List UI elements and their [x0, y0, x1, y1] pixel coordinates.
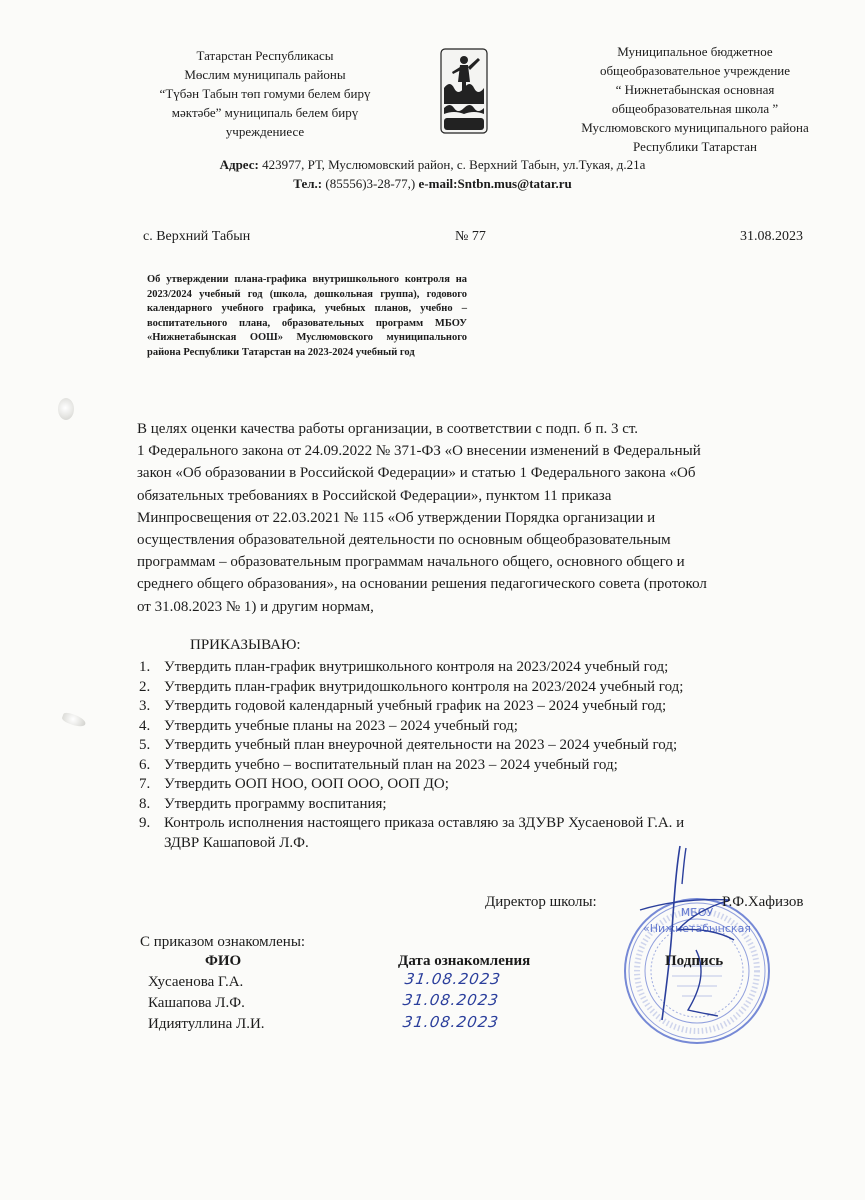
- punch-mark: [61, 711, 87, 729]
- address-value: 423977, РТ, Муслюмовский район, с. Верхний Табын, ул.Тукая, д.21а: [262, 157, 646, 172]
- order-item-text: Контроль исполнения настоящего приказа оставляю за ЗДУВР Хусаеновой Г.А. и: [164, 815, 685, 831]
- header-tatar-block: [150, 46, 380, 141]
- order-items-list: [137, 658, 817, 853]
- order-item-text: Утвердить программу воспитания;: [164, 795, 387, 812]
- order-number: № 77: [455, 229, 486, 244]
- address-label: Адрес:: [219, 157, 259, 172]
- acknowledgement-name: Хусаенова Г.А.: [148, 974, 244, 990]
- order-item-text: Утвердить ООП НОО, ООП ООО, ООП ДО;: [164, 776, 449, 792]
- coat-of-arms-emblem: [440, 48, 488, 134]
- preamble-line: обязательных требованиях в Российской Федерации», пунктом 11 приказа: [137, 487, 612, 504]
- address-line: [0, 157, 865, 173]
- contacts-line: [0, 176, 865, 192]
- preamble-line: закон «Об образовании в Российской Федерации» и статью 1 Федерального закона «Об: [137, 465, 696, 482]
- order-item: [137, 697, 817, 717]
- order-date: 31.08.2023: [740, 229, 803, 244]
- order-item-text: Утвердить учебный план внеурочной деятельности на 2023 – 2024 учебный год;: [164, 737, 678, 753]
- header-tatar-line: мәктәбе” муниципаль белем бирү: [171, 105, 359, 120]
- header-tatar-line: Мөслим муниципаль районы: [184, 67, 346, 82]
- order-item-text: Утвердить план-график внутришкольного контроля на 2023/2024 учебный год;: [164, 659, 669, 675]
- order-item-text: Утвердить учебные планы на 2023 – 2024 учебный год;: [164, 717, 518, 734]
- email-label: e-mail:: [418, 176, 458, 191]
- header-tatar-line: Татарстан Республикасы: [196, 48, 334, 63]
- phone-label: Тел.:: [293, 176, 323, 191]
- order-item: [137, 717, 817, 737]
- phone-value: (85556)3-28-77,): [325, 176, 416, 191]
- acknowledgement-date: 31.08.2023: [401, 1013, 501, 1031]
- preamble: [137, 418, 817, 618]
- order-item-text: Утвердить план-график внутридошкольного контроля на 2023/2024 учебный год;: [164, 678, 684, 695]
- order-item-number: 1.: [139, 659, 151, 675]
- order-subject: Об утверждении плана-графика внутришкольного контроля на 2023/2024 учебный год (школа, дошкольная группа), годового календарного учебного графика, учебных планов, учебно – воспитательного плана, образовательных программ МБОУ «Нижнетабынская ООШ» Муслюмовского муниципального района Республики Татарстан на 2023-2024 учебный год: [147, 274, 467, 358]
- preamble-line: от 31.08.2023 № 1) и другим нормам,: [137, 598, 374, 615]
- column-header-name: ФИО: [205, 953, 242, 969]
- preamble-line: В целях оценки качества работы организации, в соответствии с подп. б п. 3 ст.: [137, 421, 639, 437]
- header-russian-line: Республики Татарстан: [633, 139, 757, 154]
- order-item-number: 9.: [139, 815, 151, 831]
- preamble-line: среднего общего образования», на основании решения педагогического совета (протокол: [137, 576, 707, 593]
- preamble-line: Минпросвещения от 22.03.2021 № 115 «Об утверждении Порядка организации и: [137, 509, 656, 526]
- order-item-number: 6.: [139, 756, 151, 773]
- director-signature: [600, 840, 760, 1030]
- column-header-signature: Подпись: [665, 953, 724, 969]
- header-tatar-line: “Түбән Табын төп гомуми белем бирү: [159, 86, 371, 101]
- order-item-text: Утвердить учебно – воспитательный план на 2023 – 2024 учебный год;: [164, 756, 618, 773]
- preamble-line: программам – образовательным программам начального общего, основного общего и: [137, 554, 685, 571]
- stamp-middle-text: «Нижнетабынская: [643, 922, 751, 935]
- order-place: с. Верхний Табын: [143, 229, 251, 244]
- acknowledgement-date: 31.08.2023: [401, 991, 501, 1009]
- preamble-line: осуществления образовательной деятельности по основным общеобразовательным: [137, 532, 671, 549]
- order-item-number: 3.: [139, 698, 151, 714]
- order-item: [137, 795, 817, 815]
- acknowledgement-name: Кашапова Л.Ф.: [148, 995, 245, 1011]
- header-tatar-line: учреждениесе: [225, 124, 305, 139]
- order-item: [137, 736, 817, 756]
- director-name: Р.Ф.Хафизов: [722, 894, 804, 910]
- email-value: Sntbn.mus@tatar.ru: [457, 176, 572, 191]
- order-item-text: ЗДВР Кашаповой Л.Ф.: [164, 834, 309, 851]
- header-russian-line: общеобразовательная школа ”: [611, 101, 779, 116]
- stamp-top-text: МБОУ: [680, 906, 714, 919]
- order-item-number: 4.: [139, 717, 151, 734]
- director-label: Директор школы:: [485, 894, 597, 910]
- header-russian-line: Муниципальное бюджетное: [617, 44, 773, 59]
- order-item: [137, 756, 817, 776]
- order-item-number: 8.: [139, 795, 151, 812]
- order-item: [137, 775, 817, 795]
- acknowledgement-title: С приказом ознакомлены:: [140, 934, 306, 950]
- column-header-date: Дата ознакомления: [398, 953, 531, 969]
- order-item-number: 7.: [139, 776, 151, 792]
- order-directive-word: ПРИКАЗЫВАЮ:: [190, 637, 301, 653]
- header-russian-line: Муслюмовского муниципального района: [581, 120, 809, 135]
- order-item-text: Утвердить годовой календарный учебный график на 2023 – 2024 учебный год;: [164, 698, 667, 714]
- order-item: [137, 658, 817, 678]
- header-russian-line: общеобразовательное учреждение: [599, 63, 791, 78]
- acknowledgement-name: Идиятуллина Л.И.: [148, 1016, 265, 1032]
- punch-hole-top: [58, 398, 74, 420]
- header-russian-line: “ Нижнетабынская основная: [615, 82, 775, 97]
- order-item-number: 2.: [139, 678, 151, 695]
- preamble-line: 1 Федерального закона от 24.09.2022 № 371-ФЗ «О внесении изменений в Федеральный: [137, 443, 701, 460]
- order-item: [137, 678, 817, 698]
- order-item-number: 5.: [139, 737, 151, 753]
- acknowledgement-date: 31.08.2023: [403, 970, 503, 988]
- header-russian-block: [555, 42, 835, 156]
